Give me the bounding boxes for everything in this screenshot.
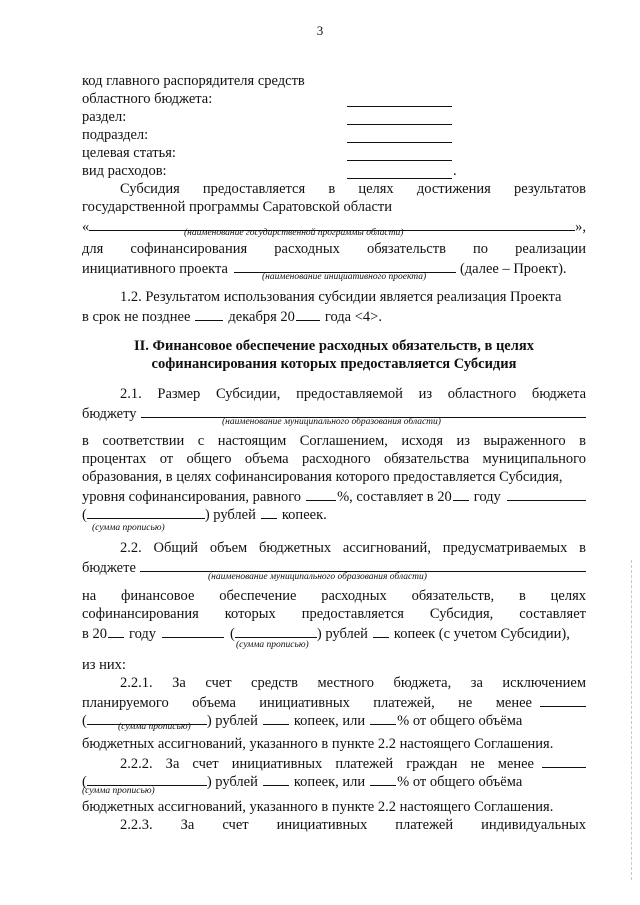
section-2-title-line-2: софинансирования которых предоставляется Субсидия (151, 356, 517, 372)
kopecks-field[interactable] (263, 772, 289, 786)
p-2-2-1-line-2 (82, 693, 586, 712)
p-2-2-text-b: году (128, 626, 157, 642)
kopecks-field[interactable] (263, 711, 289, 725)
subsidy-line-2: государственной программы Саратовской области (82, 199, 393, 215)
paren-open: ( (82, 774, 87, 790)
p-2-1-text-b: %, составляет в 20 (337, 489, 452, 505)
day-field[interactable] (195, 307, 223, 321)
caption-project: (наименование инициативного проекта) (262, 272, 427, 282)
p-2-1-line-6 (82, 487, 586, 506)
amount-field[interactable] (542, 754, 586, 768)
rubles-label: ) рублей (206, 713, 258, 729)
p-2-2-line-3: на финансовое обеспечение расходных обязательств, в целях (82, 588, 586, 604)
blank-field[interactable] (347, 129, 452, 143)
kopecks-label: копеек (с учетом Субсидии), (393, 626, 570, 642)
quote-close: », (575, 219, 586, 235)
p-2-1-text-a: уровня софинансирования, равного (82, 489, 302, 505)
sum-in-words-field[interactable] (87, 505, 205, 519)
subsidy-line-4: для софинансирования расходных обязательств по реализации (82, 241, 586, 257)
year-field[interactable] (453, 487, 469, 501)
p-2-1-line-1: 2.1. Размер Субсидии, предоставляемой из областного бюджета (120, 386, 586, 402)
p-2-1-line-5: образования, в целях софинансирования которого предоставляется Субсидия, (82, 469, 563, 485)
p-2-2-2-line-1 (120, 754, 586, 773)
codes-target-item-text: целевая статья: (82, 145, 176, 161)
caption-sum: (сумма прописью) (82, 786, 155, 796)
codes-expense-type-text: вид расходов: (82, 163, 167, 179)
kopecks-label: копеек, или (293, 713, 366, 729)
caption-sum: (сумма прописью) (118, 722, 191, 732)
codes-subsection-text: подраздел: (82, 127, 149, 143)
caption-municipality: (наименование муниципального образования области) (222, 417, 441, 427)
codes-subsection (82, 127, 586, 144)
kopecks-label: копеек. (281, 507, 327, 523)
codes-line-1: код главного распорядителя средств (82, 73, 305, 89)
percent-label: % от общего объёма (397, 774, 523, 790)
p-2-1-budget-label: бюджету (82, 406, 137, 422)
p-2-2-2-line-3: бюджетных ассигнований, указанного в пункте 2.2 настоящего Соглашения. (82, 799, 554, 815)
quote-open: « (82, 219, 90, 235)
caption-program: (наименование государственной программы области) (184, 228, 404, 238)
p-1-2-line-1: 1.2. Результатом использования субсидии является реализация Проекта (120, 289, 562, 305)
p-2-1-line-4: процентах от общего объема расходного обязательства муниципального (82, 451, 586, 467)
p-2-1-line-3: в соответствии с настоящим Соглашением, исходя из выраженного в (82, 433, 586, 449)
p-2-2-line-5 (82, 624, 586, 643)
p-1-2-text-a: в срок не позднее (82, 309, 191, 325)
kopecks-field[interactable] (373, 624, 389, 638)
p-2-2-2-line-2 (82, 772, 586, 791)
p-1-2-text-c: года <4>. (324, 309, 382, 325)
percent-field[interactable] (370, 711, 396, 725)
blank-field[interactable] (347, 93, 452, 107)
p-1-2-text-b: декабря 20 (228, 309, 295, 325)
codes-section-text: раздел: (82, 109, 127, 125)
codes-expense-type: вид расходов: . (82, 163, 457, 179)
codes-section (82, 109, 586, 126)
p-2-1-line-7 (82, 505, 586, 524)
year-field[interactable] (108, 624, 124, 638)
rubles-label: ) рублей (316, 626, 368, 642)
paren-open: ( (82, 713, 87, 729)
codes-target-item (82, 145, 586, 162)
cofinancing-percent-field[interactable] (306, 487, 336, 501)
caption-sum: (сумма прописью) (236, 640, 309, 650)
p-2-2-text-a: в 20 (82, 626, 107, 642)
municipality-field[interactable] (140, 558, 586, 572)
page-number: 3 (316, 23, 324, 38)
codes-line-2-text: областного бюджета: (82, 91, 213, 107)
p-2-2-1-text: планируемого объема инициативных платежей, не менее (82, 695, 532, 711)
p-2-2-line-4: софинансирования которых предоставляется Субсидия, составляет (82, 606, 586, 622)
codes-line-2 (82, 91, 586, 108)
p-2-2-1-line-1: 2.2.1. За счет средств местного бюджета, за исключением (120, 675, 586, 691)
p-2-2-1-line-4: бюджетных ассигнований, указанного в пункте 2.2 настоящего Соглашения. (82, 736, 554, 752)
scan-edge-artifact (630, 560, 632, 880)
rubles-label: ) рублей (204, 507, 256, 523)
blank-field[interactable] (347, 147, 452, 161)
subsidy-line-5-end: (далее – Проект). (459, 261, 567, 277)
p-2-1-text-c: году (473, 489, 501, 505)
p-1-2-line-2 (82, 307, 586, 326)
blank-field[interactable] (347, 111, 452, 125)
sum-in-words-field[interactable] (235, 624, 317, 638)
sum-in-words-field[interactable] (87, 772, 207, 786)
p-2-2-line-6: из них: (82, 657, 126, 673)
amount-field[interactable] (507, 487, 586, 501)
kopecks-label: копеек, или (293, 774, 366, 790)
caption-municipality: (наименование муниципального образования области) (208, 572, 427, 582)
amount-field[interactable] (540, 693, 586, 707)
kopecks-field[interactable] (261, 505, 277, 519)
paren-open: ( (82, 507, 87, 523)
subsidy-line-1: Субсидия предоставляется в целях достижения результатов (120, 181, 586, 197)
amount-field[interactable] (162, 624, 224, 638)
p-2-2-3-line-1: 2.2.3. За счет инициативных платежей индивидуальных (120, 817, 586, 833)
municipality-field[interactable] (141, 404, 586, 418)
paren-open: ( (230, 626, 235, 642)
p-2-2-2-text: 2.2.2. За счет инициативных платежей граждан не менее (120, 756, 534, 772)
rubles-label: ) рублей (206, 774, 258, 790)
p-2-2-budget-label: бюджете (82, 560, 136, 576)
percent-field[interactable] (370, 772, 396, 786)
p-2-2-line-1: 2.2. Общий объем бюджетных ассигнований, предусматриваемых в (120, 540, 586, 556)
percent-label: % от общего объёма (397, 713, 523, 729)
caption-sum: (сумма прописью) (92, 523, 165, 533)
project-name-field[interactable] (234, 259, 456, 273)
section-2-title-line-1: II. Финансовое обеспечение расходных обязательств, в целях (134, 338, 534, 354)
subsidy-line-5-text: инициативного проекта (82, 261, 228, 277)
year-field[interactable] (296, 307, 320, 321)
blank-field[interactable] (347, 165, 452, 179)
